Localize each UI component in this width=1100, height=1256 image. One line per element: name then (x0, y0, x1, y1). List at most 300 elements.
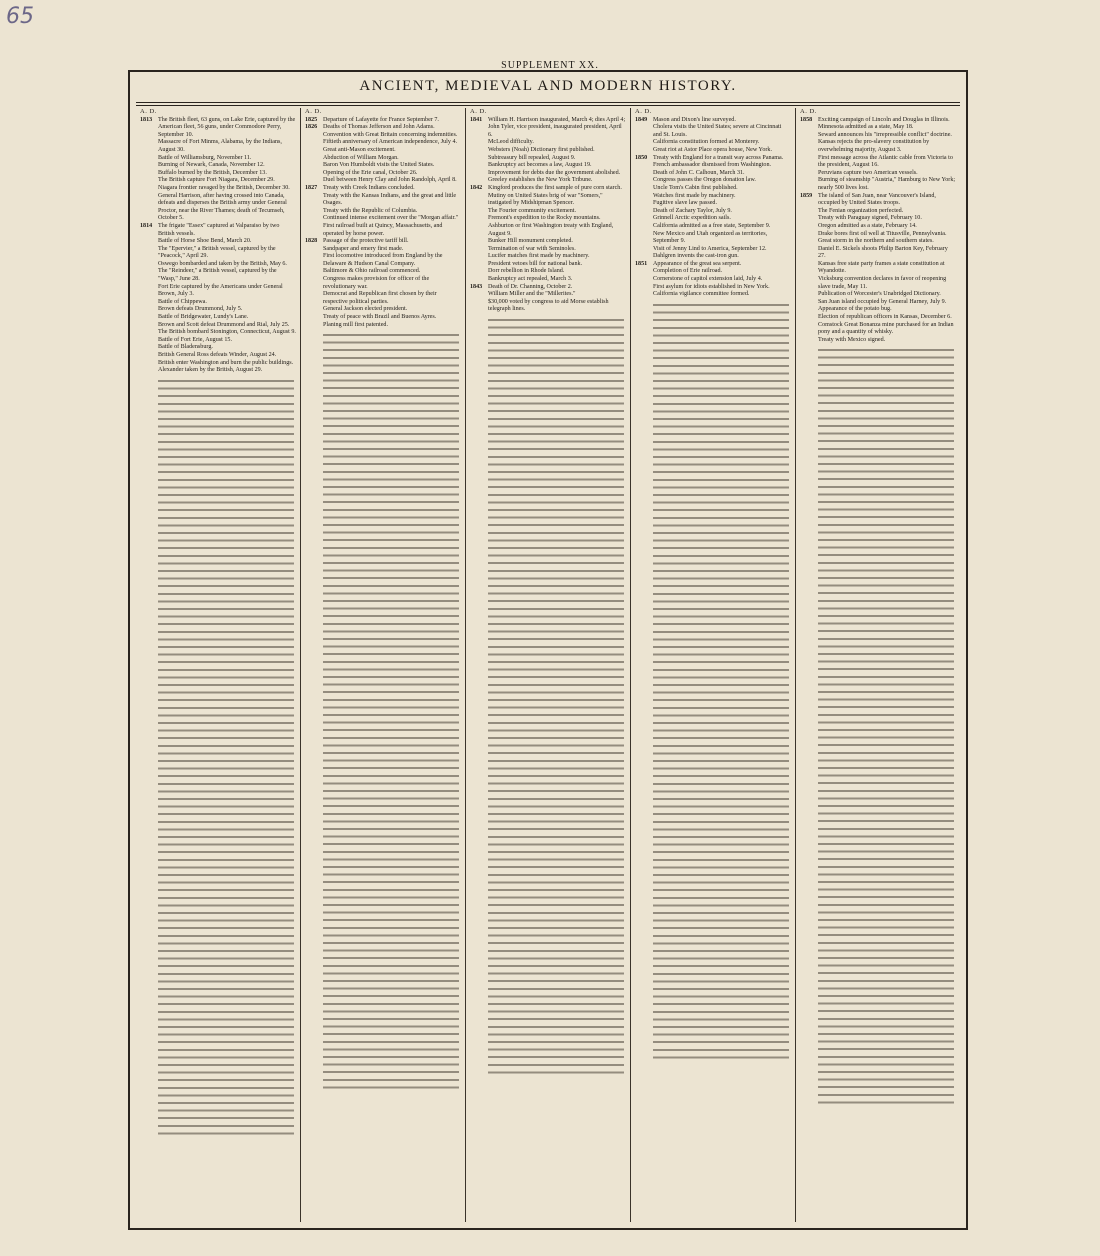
entry-text: Kansas rejects the pro-slavery constitution by overwhelming majority, August 3. (818, 139, 930, 153)
history-entry (140, 246, 296, 261)
history-entry (140, 322, 296, 330)
entry-text: Alexander taken by the British, August 29. (158, 367, 263, 374)
entry-text: Seward announces his "irrepressible conflict" doctrine. (818, 131, 952, 138)
history-entry (305, 306, 461, 314)
entry-text: Subtreasury bill repealed, August 9. (488, 154, 576, 161)
history-entry (635, 170, 791, 178)
history-entry (140, 139, 296, 154)
history-entry (800, 132, 956, 140)
entry-text: Comstock Great Bonanza mine purchased for an Indian pony and a quantity of whisky. (818, 321, 954, 336)
entry-year (470, 223, 488, 238)
entry-text: Planing mill first patented. (323, 321, 388, 328)
history-entry (635, 177, 791, 185)
entry-text: Battle of Horse Shoe Bend, March 20. (158, 238, 252, 245)
entry-text: Fort Erie captured by the Americans under General Brown, July 3. (158, 283, 283, 298)
entry-text: Improvement for debts due the government abolished. (488, 169, 621, 176)
entry-year (800, 261, 818, 276)
entry-text: Treaty with Creek Indians concluded. (323, 184, 415, 191)
entry-text: Battle of Bladensburg. (158, 344, 213, 351)
history-entry (305, 155, 461, 163)
entry-year (305, 215, 323, 223)
history-entry (140, 177, 296, 185)
entry-year (635, 185, 653, 193)
entry-text: Daniel E. Sickels shoots Philip Barton Key, February 27. (818, 245, 948, 260)
entry-year (140, 185, 158, 193)
entry-year (800, 177, 818, 192)
entry-year (800, 231, 818, 239)
entry-year (140, 246, 158, 261)
entry-text: Watches first made by machinery. (653, 192, 736, 199)
entry-year (635, 200, 653, 208)
history-entry (470, 170, 626, 178)
history-entry (305, 238, 461, 246)
entry-year (470, 238, 488, 246)
history-entry (305, 170, 461, 178)
entry-year (305, 253, 323, 268)
entry-text: Dahlgren invents the cast-iron gun. (653, 253, 739, 260)
entry-year (470, 246, 488, 254)
history-entry (635, 200, 791, 208)
entry-text: Termination of war with Seminoles. (488, 245, 576, 252)
history-entry (800, 337, 956, 345)
entry-year (800, 291, 818, 299)
history-entry (305, 276, 461, 291)
history-entry (305, 139, 461, 147)
entry-text: California admitted as a free state, September 9. (653, 222, 771, 229)
entry-year (800, 238, 818, 246)
entry-year: 1825 (305, 116, 318, 123)
history-entry (140, 367, 296, 375)
entry-year (305, 155, 323, 163)
entry-text: Treaty with the Republic of Columbia. (323, 207, 418, 214)
entry-year: 1842 (470, 184, 483, 191)
entry-year (470, 299, 488, 314)
entry-year (800, 322, 818, 337)
history-entry (140, 223, 296, 238)
history-entry (635, 117, 791, 125)
entry-text: Kingford produces the first sample of pure corn starch. (488, 184, 622, 191)
history-entry (470, 215, 626, 223)
history-entry (800, 246, 956, 261)
history-entry (470, 147, 626, 155)
column-era-heading: A. D. (470, 108, 487, 115)
entry-year (800, 223, 818, 231)
entry-year (140, 329, 158, 337)
entry-text: The British fleet, 63 guns, on Lake Erie, captured by the American fleet, 56 guns, under Commodore Perry, September 10. (158, 116, 296, 138)
entry-year (470, 170, 488, 178)
entry-text: William H. Harrison inaugurated, March 4; dies April 4; John Tyler, vice president, inaugurated president, April 6. (488, 116, 626, 138)
entry-text: California constitution formed at Monterey. (653, 139, 760, 146)
entry-year: 1828 (305, 238, 318, 245)
history-entry (140, 185, 296, 193)
history-entry (470, 208, 626, 216)
history-entry (800, 322, 956, 337)
entry-year: 1850 (635, 154, 648, 161)
entry-year (635, 139, 653, 147)
history-entry (470, 223, 626, 238)
column-era-heading: A. D. (800, 108, 817, 115)
history-entry (800, 231, 956, 239)
history-entry (635, 291, 791, 299)
entry-text: Lucifer matches first made by machinery. (488, 253, 590, 260)
history-entry (800, 155, 956, 170)
entry-text: Sandpaper and emery first made. (323, 245, 404, 252)
entry-year (635, 253, 653, 261)
entry-text: Fiftieth anniversary of American independence, July 4. (323, 139, 458, 146)
entry-text: General Jackson elected president. (323, 306, 408, 313)
entry-text: General Harrison, after having crossed into Canada, defeats and disperses the British army under General Proctor, near the River Thames; death of Tecumseh, October 5. (158, 192, 287, 222)
continued-text-lines (323, 331, 459, 1091)
entry-text: The frigate "Essex" captured at Valparaiso by two British vessels. (158, 222, 280, 237)
history-column-2 (301, 108, 466, 1222)
entry-text: Treaty with England for a transit way across Panama. (653, 154, 784, 161)
entry-year (635, 170, 653, 178)
entry-text: French ambassador dismissed from Washington. (653, 162, 772, 169)
entry-text: Great anti-Mason excitement. (323, 146, 396, 153)
entry-year (635, 291, 653, 299)
entry-text: Burning of steamship "Austria," Hamburg to New York; nearly 500 lives lost. (818, 177, 956, 191)
history-entry (800, 314, 956, 322)
history-entry (470, 276, 626, 284)
entry-text: Battle of Williamsburg, November 11. (158, 154, 252, 161)
entry-year (470, 177, 488, 185)
entry-text: Mutiny on United States brig of war "Somers," instigated by Midshipman Spencer. (488, 192, 603, 207)
entry-text: Appearance of the potato bug. (818, 306, 892, 313)
entry-text: Completion of Erie railroad. (653, 268, 723, 275)
history-table-frame (128, 70, 968, 1230)
entry-text: Convention with Great Britain concerning indemnities. (323, 131, 458, 138)
history-column-3 (466, 108, 631, 1222)
entry-text: Ashburton or first Washington treaty with England, August 9. (488, 222, 614, 237)
entry-text: Battle of Fort Erie, August 15. (158, 336, 232, 343)
history-entry (305, 215, 461, 223)
entry-text: British enter Washington and burn the public buildings. (158, 359, 294, 366)
entry-year (140, 238, 158, 246)
entry-year: 1851 (635, 260, 648, 267)
entry-text: Brown and Scott defeat Drummond and Rial, July 25. (158, 321, 290, 328)
history-entry (305, 162, 461, 170)
entry-year (140, 193, 158, 223)
history-entry (305, 193, 461, 208)
entry-year (140, 284, 158, 299)
entry-text: Grinnell Arctic expedition sails. (653, 215, 731, 222)
page-title: ANCIENT, MEDIEVAL AND MODERN HISTORY. (359, 78, 737, 94)
entry-year (140, 261, 158, 269)
entry-text: New Mexico and Utah organized as territories, September 9. (653, 230, 768, 245)
history-entry (305, 177, 461, 185)
supplement-label: SUPPLEMENT XX. (501, 60, 599, 71)
entry-text: Battle of Chippewa. (158, 298, 207, 305)
history-entry (635, 215, 791, 223)
entry-year (470, 208, 488, 216)
entry-text: Uncle Tom's Cabin first published. (653, 184, 738, 191)
entry-year (800, 139, 818, 154)
entry-text: Mason and Dixon's line surveyed. (653, 116, 736, 123)
entry-text: Appearance of the great sea serpent. (653, 260, 742, 267)
history-entry (140, 284, 296, 299)
entry-text: First asylum for idiots established in New York. (653, 283, 770, 290)
entry-year (800, 208, 818, 216)
entry-year (305, 139, 323, 147)
entry-year (635, 268, 653, 276)
history-entry (800, 215, 956, 223)
entry-text: The British capture Fort Niagara, December 29. (158, 177, 275, 184)
history-entry (140, 314, 296, 322)
history-entry (470, 139, 626, 147)
history-entry (800, 124, 956, 132)
entry-text: Great storm in the northern and southern states. (818, 238, 934, 245)
entry-text: Treaty with Paraguay signed, February 10. (818, 215, 922, 222)
entry-year (140, 139, 158, 154)
entry-year (800, 306, 818, 314)
entry-text: Treaty with Mexico signed. (818, 336, 886, 343)
entry-year (305, 147, 323, 155)
entry-text: Congress makes provision for officer of the revolutionary war. (323, 276, 430, 290)
entry-year (305, 322, 323, 330)
entry-year (140, 268, 158, 283)
history-entry (635, 193, 791, 201)
entry-year (800, 170, 818, 178)
entry-year (800, 246, 818, 261)
history-entry (305, 147, 461, 155)
entry-text: President vetoes bill for national bank. (488, 260, 583, 267)
entry-year (800, 124, 818, 132)
history-entry (635, 185, 791, 193)
entry-year (635, 231, 653, 246)
history-entry (635, 162, 791, 170)
entry-year (305, 306, 323, 314)
entry-year (305, 193, 323, 208)
entry-year (140, 322, 158, 330)
history-entry (140, 360, 296, 368)
entry-year: 1849 (635, 116, 648, 123)
history-entry (800, 238, 956, 246)
entry-year (470, 261, 488, 269)
entry-text: Drake bores first oil well at Titusville, Pennsylvania. (818, 230, 947, 237)
entry-year (140, 337, 158, 345)
entry-text: Congress passes the Oregon donation law. (653, 177, 756, 184)
entry-text: Peruvians capture two American vessels. (818, 169, 918, 176)
entry-year: 1858 (800, 116, 813, 123)
entry-year (305, 291, 323, 306)
entry-year (635, 124, 653, 139)
handwritten-page-number: 65 (6, 4, 34, 29)
history-entry (470, 185, 626, 193)
history-entry (635, 208, 791, 216)
history-entry (140, 261, 296, 269)
history-entry (305, 291, 461, 306)
entry-year (140, 352, 158, 360)
history-entry (140, 162, 296, 170)
entry-year (140, 360, 158, 368)
entry-text: The island of San Juan, near Vancouver's Island, occupied by United States troops. (818, 192, 936, 207)
entry-text: Baron Von Humboldt visits the United States. (323, 162, 435, 169)
entry-year (140, 170, 158, 178)
history-entry (470, 284, 626, 292)
entry-text: Bankruptcy act becomes a law, August 19. (488, 162, 592, 169)
entry-text: Great riot at Astor Place opera house, New York. (653, 146, 772, 153)
entry-text: Minnesota admitted as a state, May 18. (818, 124, 914, 131)
history-entry (635, 276, 791, 284)
entry-year (800, 276, 818, 291)
entry-year: 1814 (140, 222, 153, 229)
continued-text-lines (818, 346, 954, 1106)
history-entry (800, 276, 956, 291)
entry-text: Fugitive slave law passed. (653, 200, 717, 207)
entry-year (635, 193, 653, 201)
entry-text: San Juan island occupied by General Harney, July 9. (818, 298, 947, 305)
history-entry (800, 177, 956, 192)
entry-year (140, 155, 158, 163)
continued-text-lines (158, 377, 294, 1137)
entry-year (800, 215, 818, 223)
history-entry (800, 261, 956, 276)
history-entry (635, 246, 791, 254)
history-entry (305, 185, 461, 193)
history-entry (635, 139, 791, 147)
entry-text: British General Ross defeats Winder, August 24. (158, 352, 277, 358)
entry-text: The Fenian organization perfected. (818, 207, 904, 214)
history-entry (305, 223, 461, 238)
entry-year: 1813 (140, 116, 153, 123)
history-entry (635, 253, 791, 261)
entry-text: William Miller and the "Millerites." (488, 291, 576, 298)
history-entry (800, 291, 956, 299)
entry-year (470, 268, 488, 276)
history-entry (800, 223, 956, 231)
history-columns (136, 108, 960, 1222)
history-entry (800, 208, 956, 216)
entry-text: Election of republican officers in Kansas, December 6. (818, 314, 952, 321)
entry-year (305, 208, 323, 216)
history-entry (140, 344, 296, 352)
history-entry (140, 329, 296, 337)
entry-text: Publication of Worcester's Unabridged Dictionary. (818, 291, 941, 298)
history-column-5 (796, 108, 960, 1222)
entry-text: Visit of Jenny Lind to America, September 12. (653, 245, 767, 252)
entry-text: Niagara frontier ravaged by the British, December 30. (158, 184, 290, 191)
entry-text: Cornerstone of capitol extension laid, July 4. (653, 276, 763, 283)
history-entry (140, 352, 296, 360)
entry-year (470, 155, 488, 163)
history-entry (470, 162, 626, 170)
entry-text: The Fourier community excitement. (488, 207, 576, 214)
entry-text: Battle of Bridgewater, Lundy's Lane. (158, 314, 249, 321)
entry-year (635, 162, 653, 170)
entry-text: Fremont's expedition to the Rocky mountains. (488, 215, 601, 222)
history-column-4 (631, 108, 796, 1222)
entry-year (800, 337, 818, 345)
entry-year (800, 314, 818, 322)
entry-text: Oregon admitted as a state, February 14. (818, 222, 917, 229)
entry-text: $30,000 voted by congress to aid Morse establish telegraph lines. (488, 298, 609, 313)
history-entry (470, 117, 626, 140)
entry-text: Brown defeats Drummond, July 5. (158, 306, 243, 313)
entry-year (305, 223, 323, 238)
column-era-heading: A. D. (305, 108, 322, 115)
entry-text: Dorr rebellion in Rhode Island. (488, 268, 565, 275)
entry-year (140, 299, 158, 307)
entry-year (470, 147, 488, 155)
entry-text: Departure of Lafayette for France September 7. (323, 116, 439, 123)
entry-year (470, 253, 488, 261)
history-entry (305, 322, 461, 330)
entry-text: Vicksburg convention declares in favor of reopening slave trade, May 11. (818, 276, 947, 290)
entry-year (305, 314, 323, 322)
history-entry (800, 306, 956, 314)
entry-year (635, 208, 653, 216)
history-entry (635, 231, 791, 246)
history-entry (470, 268, 626, 276)
column-era-heading: A. D. (635, 108, 652, 115)
history-entry (140, 193, 296, 223)
history-entry (635, 147, 791, 155)
history-entry (140, 268, 296, 283)
entry-text: Oswego bombarded and taken by the British, May 6. (158, 260, 287, 267)
entry-year: 1826 (305, 124, 318, 131)
entry-year (470, 291, 488, 299)
entry-text: Bankruptcy act repealed, March 3. (488, 276, 573, 283)
entry-text: Death of Dr. Channing, October 2. (488, 283, 573, 290)
entry-year (305, 276, 323, 291)
entry-text: McLeod difficulty. (488, 139, 534, 146)
title-divider (136, 102, 960, 106)
entry-text: Treaty with the Kansas Indians, and the great and little Osages. (323, 192, 457, 207)
entry-year (800, 155, 818, 170)
entry-text: Baltimore & Ohio railroad commenced. (323, 268, 421, 275)
history-column-1 (136, 108, 301, 1222)
entry-year (140, 177, 158, 185)
entry-year (470, 276, 488, 284)
entry-text: First locomotive introduced from England by the Delaware & Hudson Canal Company. (323, 253, 443, 267)
entry-year (305, 177, 323, 185)
continued-text-lines (488, 316, 624, 1076)
history-entry (470, 291, 626, 299)
entry-year (635, 284, 653, 292)
entry-text: First message across the Atlantic cable from Victoria to the president, August 16. (818, 154, 953, 169)
entry-text: The British bombard Stonington, Connecticut, August 9. (158, 329, 296, 336)
entry-text: First railroad built at Quincy, Massachusetts, and operated by horse power. (323, 222, 443, 237)
entry-year (305, 170, 323, 178)
entry-year (305, 132, 323, 140)
entry-text: The "Reindeer," a British vessel, captured by the "Wasp," June 28. (158, 268, 277, 283)
entry-year (140, 314, 158, 322)
continued-text-lines (653, 301, 789, 1061)
history-entry (305, 124, 461, 132)
entry-text: California vigilance committee formed. (653, 291, 750, 298)
history-entry (800, 139, 956, 154)
history-entry (635, 124, 791, 139)
entry-text: The "Epervier," a British vessel, captured by the "Peacock," April 29. (158, 245, 276, 260)
entry-year (635, 223, 653, 231)
entry-year (305, 162, 323, 170)
entry-year (140, 306, 158, 314)
history-entry (470, 155, 626, 163)
history-entry (800, 193, 956, 208)
entry-year (800, 132, 818, 140)
entry-year: 1843 (470, 283, 483, 290)
entry-text: Massacre of Fort Minms, Alabama, by the Indians, August 30. (158, 139, 282, 153)
entry-year (140, 367, 158, 375)
entry-year (470, 139, 488, 147)
history-entry (305, 253, 461, 268)
history-entry (140, 306, 296, 314)
history-entry (470, 253, 626, 261)
entry-year (635, 147, 653, 155)
entry-text: Death of Zachary Taylor, July 9. (653, 207, 732, 214)
entry-year (305, 268, 323, 276)
entry-year: 1827 (305, 184, 318, 191)
